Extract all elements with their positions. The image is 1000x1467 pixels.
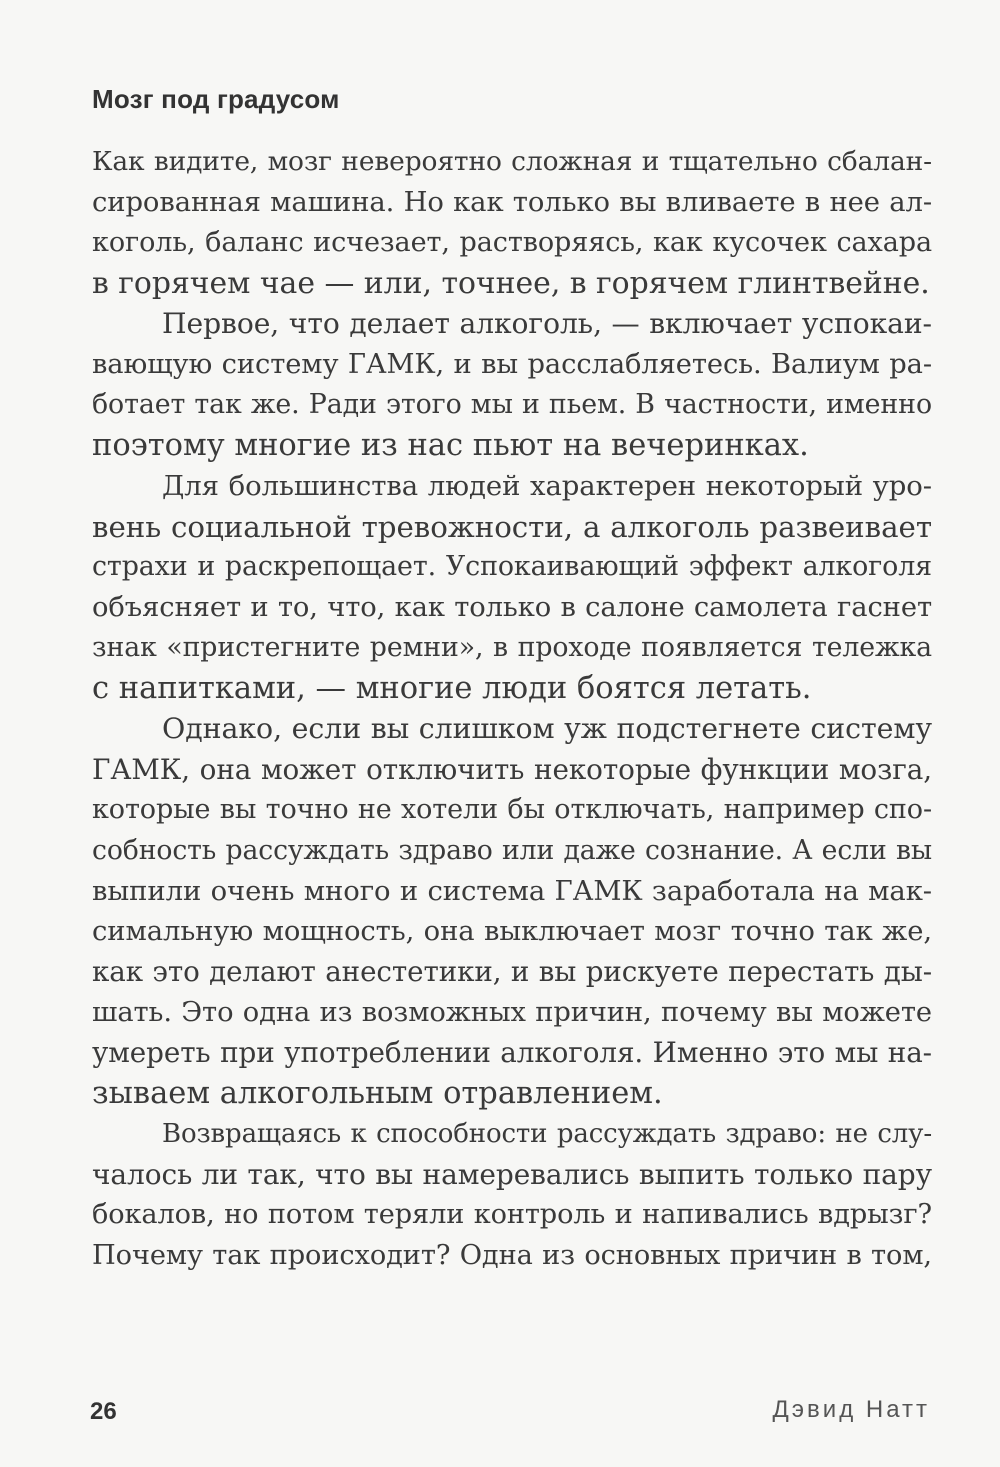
page-number: 26 — [90, 1398, 117, 1425]
text-line: симальную мощность, она выключает мозг точно так же, — [92, 915, 932, 947]
text-line: ботает так же. Ради этого мы и пьем. В частности, именно — [92, 389, 932, 420]
text-line: сированная машина. Но как только вы вливаете в нее ал- — [92, 186, 932, 218]
text-line: как это делают анестетики, и вы рискуете перестать ды- — [92, 955, 932, 988]
text-line: зываем алкогольным отравлением. — [92, 1075, 663, 1111]
text-line: знак «пристегните ремни», в проходе появляется тележка — [92, 632, 932, 663]
text-line: чалось ли так, что вы намеревались выпить только пару — [92, 1157, 932, 1191]
text-line: Возвращаясь к способности рассуждать здраво: не слу- — [162, 1119, 932, 1149]
section-heading: Мозг под градусом — [92, 84, 340, 114]
text-line: в горячем чае — или, точнее, в горячем глинтвейне. — [92, 265, 930, 301]
text-line: страхи и раскрепощает. Успокаивающий эффект алкоголя — [92, 551, 932, 582]
text-line: объясняет и то, что, как только в салоне самолета гаснет — [92, 591, 932, 623]
text-line: ГАМК, она может отключить некоторые функции мозга, — [92, 752, 932, 786]
text-line: Первое, что делает алкоголь, — включает успокаи- — [162, 307, 932, 340]
text-line: бокалов, но потом теряли контроль и напивались вдрызг? — [92, 1199, 932, 1230]
text-line: Как видите, мозг невероятно сложная и тщательно сбалан- — [92, 146, 932, 177]
text-line: выпили очень много и система ГАМК заработала на мак- — [92, 875, 932, 907]
text-line: вень социальной тревожности, а алкоголь развеивает — [92, 509, 932, 544]
text-line: умереть при употреблении алкоголя. Именно это мы на- — [92, 1036, 932, 1069]
text-line: Однако, если вы слишком уж подстегнете систему — [162, 712, 932, 745]
text-line: поэтому многие из нас пьют на вечеринках. — [92, 427, 809, 463]
body-text — [92, 142, 932, 1276]
text-line: Почему так происходит? Одна из основных причин в том, — [92, 1239, 932, 1271]
text-line: с напитками, — многие люди боятся летать. — [92, 670, 812, 706]
text-line: Для большинства людей характерен некоторый уро- — [162, 470, 932, 502]
text-line: собность рассуждать здраво или даже сознание. А если вы — [92, 834, 932, 866]
text-line: которые вы точно не хотели бы отключать, например спо- — [92, 794, 932, 825]
text-line: коголь, баланс исчезает, растворяясь, как кусочек сахара — [92, 227, 932, 258]
text-line: шать. Это одна из возможных причин, почему вы можете — [92, 996, 932, 1028]
text-line: вающую систему ГАМК, и вы расслабляетесь. Валиум ра- — [92, 348, 932, 380]
author-name: Дэвид Натт — [772, 1396, 930, 1423]
